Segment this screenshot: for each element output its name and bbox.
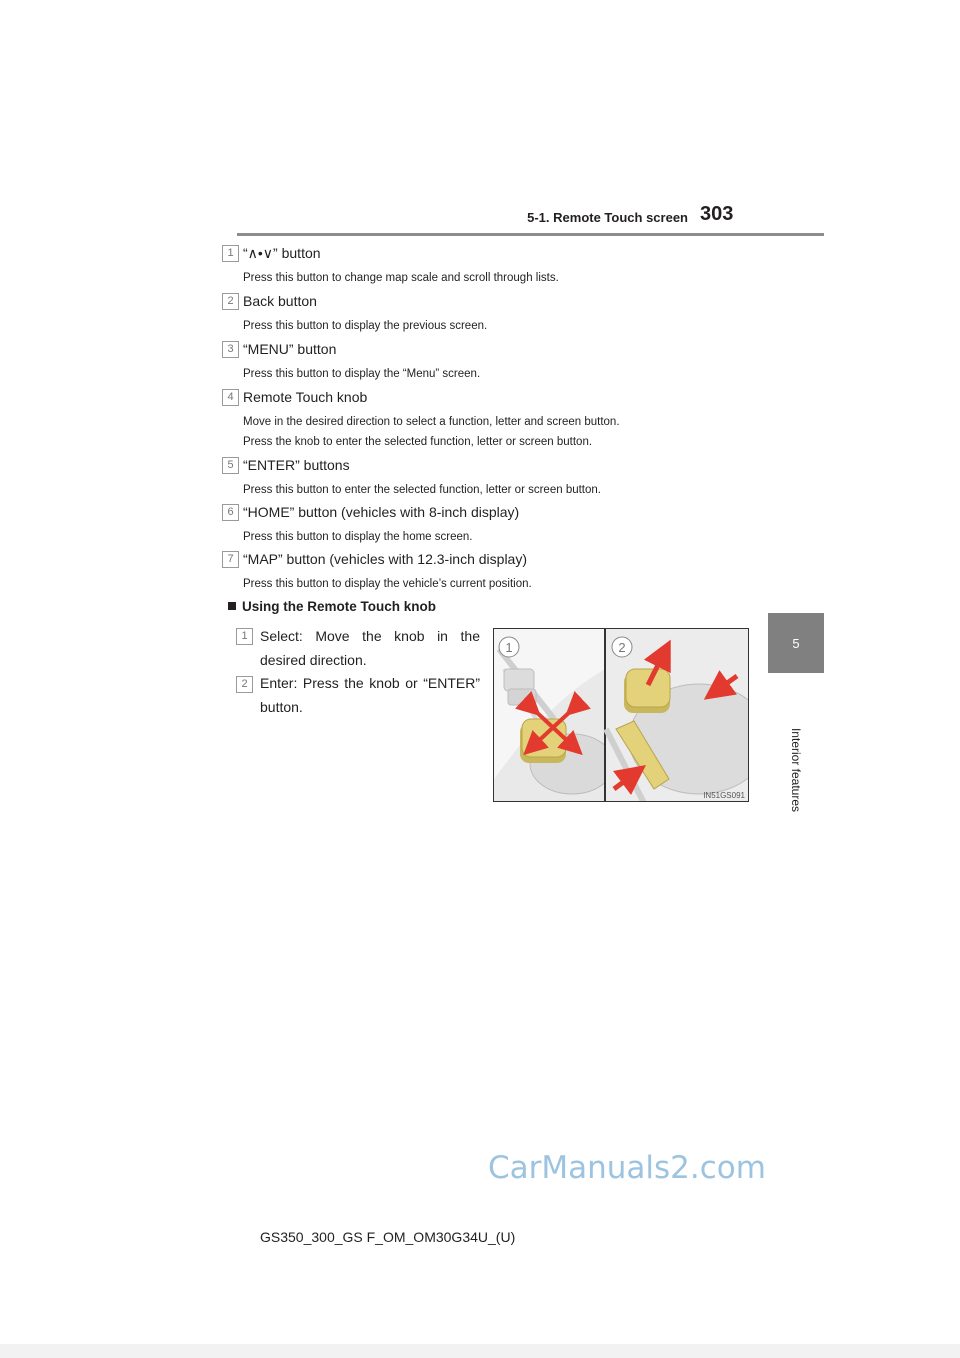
item-description: Press this button to change map scale and scroll through lists. bbox=[243, 272, 559, 284]
chapter-label bbox=[774, 720, 818, 820]
item-description: Press this button to display the home screen. bbox=[243, 531, 473, 543]
step-text: Enter: Press the knob or “ENTER” button. bbox=[260, 675, 480, 715]
chapter-label-text: Interior features bbox=[789, 727, 804, 813]
item-number-badge: 1 bbox=[222, 245, 239, 262]
item-number-badge: 2 bbox=[222, 293, 239, 310]
item-title: Remote Touch knob bbox=[243, 389, 368, 405]
item-description: Move in the desired direction to select a function, letter and screen button. bbox=[243, 416, 620, 428]
section-heading-text: Using the Remote Touch knob bbox=[242, 599, 437, 614]
item-title: “ENTER” buttons bbox=[243, 457, 350, 473]
step-text: Select: Move the knob in the desired direction. bbox=[260, 628, 480, 668]
remote-touch-illustration bbox=[494, 629, 749, 802]
figure-panel-1 bbox=[494, 629, 614, 802]
item-description: Press this button to display the vehicle’s current position. bbox=[243, 578, 532, 590]
item-number-badge: 7 bbox=[222, 551, 239, 568]
document-id: GS350_300_GS F_OM_OM30G34U_(U) bbox=[260, 1229, 516, 1245]
section-title: 5-1. Remote Touch screen bbox=[527, 210, 688, 225]
step-number-badge: 1 bbox=[236, 628, 253, 645]
header-rule bbox=[237, 233, 824, 236]
item-description: Press this button to enter the selected function, letter or screen button. bbox=[243, 484, 601, 496]
watermark-logo: CarManuals2.com bbox=[488, 1150, 766, 1186]
item-description: Press this button to display the “Menu” screen. bbox=[243, 368, 481, 380]
step-number-badge: 2 bbox=[236, 676, 253, 693]
remote-touch-figure bbox=[493, 628, 749, 802]
figure-panel-2-label: 2 bbox=[618, 640, 626, 655]
figure-code: IN51GS091 bbox=[703, 791, 745, 800]
item-number-badge: 3 bbox=[222, 341, 239, 358]
square-bullet-icon bbox=[228, 602, 236, 610]
item-number-badge: 4 bbox=[222, 389, 239, 406]
item-title: “∧•∨” button bbox=[243, 245, 321, 261]
item-number-badge: 5 bbox=[222, 457, 239, 474]
item-number-badge: 6 bbox=[222, 504, 239, 521]
item-description: Press the knob to enter the selected function, letter or screen button. bbox=[243, 436, 593, 448]
item-title: “MAP” button (vehicles with 12.3-inch display) bbox=[243, 551, 528, 567]
section-heading bbox=[228, 599, 436, 614]
chapter-tab: 5 bbox=[768, 613, 824, 673]
item-title: “HOME” button (vehicles with 8-inch display) bbox=[243, 504, 520, 520]
bottom-strip bbox=[0, 1344, 960, 1358]
item-title: “MENU” button bbox=[243, 341, 337, 357]
figure-panel-2 bbox=[606, 629, 749, 802]
item-title: Back button bbox=[243, 293, 317, 309]
figure-panel-1-label: 1 bbox=[505, 640, 513, 655]
page-number: 303 bbox=[700, 203, 734, 225]
item-description: Press this button to display the previous screen. bbox=[243, 320, 488, 332]
